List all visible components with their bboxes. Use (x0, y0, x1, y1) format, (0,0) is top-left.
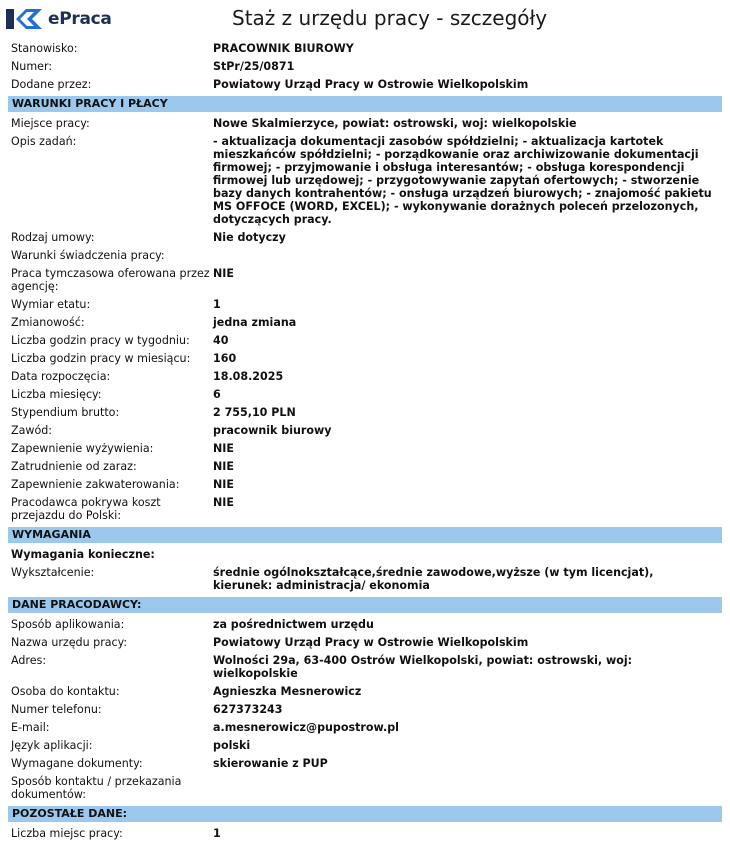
logo-text: ePraca (48, 9, 112, 29)
detail-value: jedna zmiana (213, 316, 297, 329)
detail-row (8, 267, 722, 293)
detail-row (8, 827, 722, 840)
detail-label: Zatrudnienie od zaraz: (11, 460, 137, 473)
detail-label: Język aplikacji: (11, 739, 93, 752)
detail-row (8, 566, 722, 592)
detail-label: Numer: (11, 60, 53, 73)
detail-row (8, 231, 722, 244)
detail-value: PRACOWNIK BIUROWY (213, 42, 354, 55)
detail-label: Wymagane dokumenty: (11, 757, 143, 770)
detail-value (213, 775, 722, 801)
detail-row (8, 460, 722, 473)
detail-value: średnie ogólnokształcące,średnie zawodowe,wyższe (w tym licencjat), kierunek: administracja/ ekonomia (213, 566, 654, 592)
detail-label: Wykształcenie: (11, 566, 95, 579)
detail-value: 627373243 (213, 703, 283, 716)
detail-label: Zapewnienie zakwaterowania: (11, 478, 180, 491)
detail-label: Zapewnienie wyżywienia: (11, 442, 154, 455)
detail-row (8, 442, 722, 455)
detail-row (8, 78, 722, 91)
detail-row (8, 370, 722, 383)
detail-value: pracownik biurowy (213, 424, 332, 437)
detail-value: 2 755,10 PLN (213, 406, 296, 419)
detail-value: skierowanie z PUP (213, 757, 328, 770)
detail-label: Stanowisko: (11, 42, 78, 55)
section-wymagania (8, 566, 722, 592)
detail-value: Nowe Skalmierzyce, powiat: ostrowski, woj: wielkopolskie (213, 117, 577, 130)
detail-row (8, 775, 722, 801)
detail-value: 1 (213, 298, 221, 311)
detail-row (8, 424, 722, 437)
detail-label: Zawód: (11, 424, 53, 437)
detail-label: Data rozpoczęcia: (11, 370, 111, 383)
detail-label: Stypendium brutto: (11, 406, 120, 419)
detail-row (8, 352, 722, 365)
detail-row (8, 249, 722, 262)
detail-value: polski (213, 739, 251, 752)
section-pozostale (8, 827, 722, 840)
section-header-pozostale: POZOSTAŁE DANE: (8, 806, 722, 822)
detail-value: - aktualizacja dokumentacji zasobów spółdzielni; - aktualizacja kartotek mieszkańców spółdzielni; - porządkowanie oraz archiwizowanie dokumentacji firmowej; - przyjmowanie i obsługa interesantów; - obsługa korespondencji firmowej lub urzędowej; - przygotowywanie zapytań ofertowych; - stworzenie bazy danych kontrahentów; - onsługa urządzeń biurowych; - znajomość pakietu MS OFFOCE (WORD, EXCEL); - wykonywanie dorażnych poleceń przelozonych, dotyczących pracy. (213, 135, 712, 226)
detail-label: Dodane przez: (11, 78, 92, 91)
detail-row (8, 135, 722, 226)
detail-label: Warunki świadczenia pracy: (11, 249, 165, 262)
detail-label: E-mail: (11, 721, 50, 734)
detail-row (8, 388, 722, 401)
detail-value: NIE (213, 478, 234, 491)
detail-value: 160 (213, 352, 237, 365)
detail-value: StPr/25/0871 (213, 60, 295, 73)
detail-row (8, 496, 722, 522)
epraca-logo-icon (4, 6, 44, 32)
detail-value: Nie dotyczy (213, 231, 286, 244)
detail-row (8, 703, 722, 716)
detail-label: Adres: (11, 654, 47, 667)
detail-row (8, 757, 722, 770)
detail-label: Numer telefonu: (11, 703, 102, 716)
detail-row (8, 298, 722, 311)
detail-label: Liczba miesięcy: (11, 388, 102, 401)
detail-row (8, 406, 722, 419)
detail-value: 1 (213, 827, 221, 840)
detail-value: NIE (213, 496, 234, 509)
detail-value: NIE (213, 442, 234, 455)
detail-row (8, 739, 722, 752)
section-header-warunki: WARUNKI PRACY I PŁACY (8, 96, 722, 112)
detail-value: Powiatowy Urząd Pracy w Ostrowie Wielkopolskim (213, 78, 529, 91)
detail-row (8, 42, 722, 55)
section-pracodawca (8, 618, 722, 801)
detail-value: NIE (213, 267, 234, 280)
detail-label: Nazwa urzędu pracy: (11, 636, 128, 649)
detail-row (8, 117, 722, 130)
detail-row (8, 478, 722, 491)
detail-value: 18.08.2025 (213, 370, 284, 383)
detail-label: Sposób aplikowania: (11, 618, 125, 631)
detail-value: Powiatowy Urząd Pracy w Ostrowie Wielkopolskim (213, 636, 529, 649)
detail-label: Opis zadań: (11, 135, 77, 148)
top-rows (8, 42, 722, 91)
epraca-logo[interactable] (4, 6, 112, 32)
detail-value: NIE (213, 460, 234, 473)
detail-label: Wymiar etatu: (11, 298, 91, 311)
detail-row (8, 721, 722, 734)
detail-value: Wolności 29a, 63-400 Ostrów Wielkopolski, powiat: ostrowski, woj: wielkopolskie (213, 654, 633, 680)
detail-value: za pośrednictwem urzędu (213, 618, 374, 631)
detail-label: Osoba do kontaktu: (11, 685, 120, 698)
page-title: Staż z urzędu pracy - szczegóły (232, 6, 548, 30)
detail-label: Zmianowość: (11, 316, 85, 329)
offer-details (8, 42, 722, 845)
detail-row (8, 636, 722, 649)
detail-value (213, 249, 722, 262)
detail-value: a.mesnerowicz@pupostrow.pl (213, 721, 399, 734)
detail-label: Miejsce pracy: (11, 117, 90, 130)
section-warunki (8, 117, 722, 522)
detail-label: Pracodawca pokrywa koszt przejazdu do Polski: (11, 496, 161, 522)
detail-label: Liczba godzin pracy w tygodniu: (11, 334, 190, 347)
section-header-pracodawca: DANE PRACODAWCY: (8, 597, 722, 613)
detail-row (8, 334, 722, 347)
detail-row (8, 685, 722, 698)
detail-row (8, 618, 722, 631)
detail-value: 6 (213, 388, 221, 401)
header (0, 0, 730, 36)
detail-label: Liczba miejsc pracy: (11, 827, 123, 840)
requirements-subheading: Wymagania konieczne: (11, 548, 155, 561)
detail-label: Liczba godzin pracy w miesiącu: (11, 352, 191, 365)
detail-label: Rodzaj umowy: (11, 231, 95, 244)
detail-value: 40 (213, 334, 229, 347)
detail-row (8, 654, 722, 680)
detail-label: Sposób kontaktu / przekazania dokumentów: (11, 775, 182, 801)
detail-value: Agnieszka Mesnerowicz (213, 685, 362, 698)
detail-row (8, 316, 722, 329)
detail-label: Praca tymczasowa oferowana przez agencję: (11, 267, 210, 293)
detail-row (8, 60, 722, 73)
section-header-wymagania: WYMAGANIA (8, 527, 722, 543)
